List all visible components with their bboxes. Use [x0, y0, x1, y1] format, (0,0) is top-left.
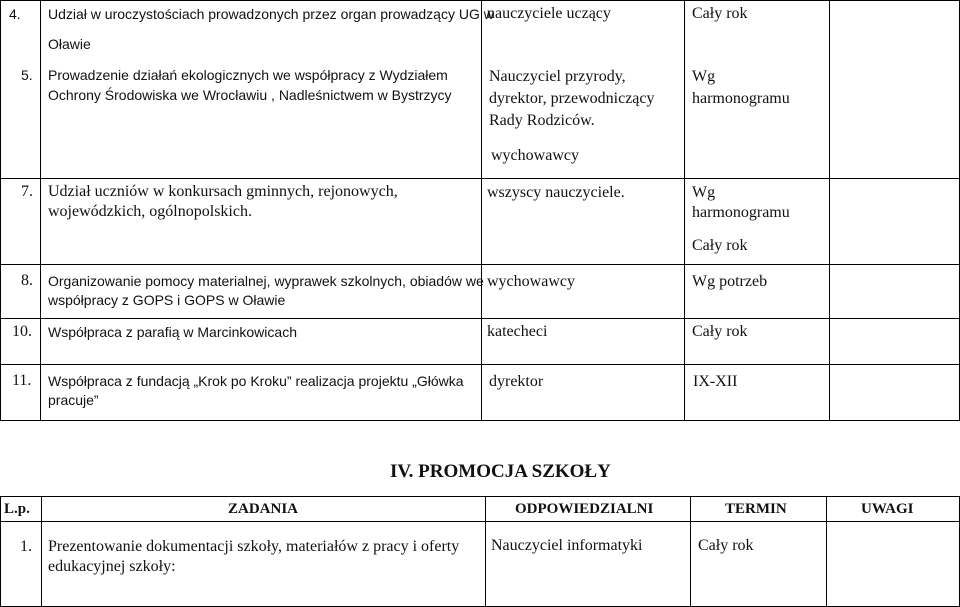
responsible-text: dyrektor [489, 373, 544, 390]
task-text: Ochrony Środowiska we Wrocławiu , Nadleśnictwem w Bystrzycy [48, 87, 452, 103]
row-number: 8. [21, 272, 33, 289]
task-text: pracuje” [48, 392, 99, 408]
column-header-lp: L.p. [4, 501, 30, 517]
column-header-term: TERMIN [725, 501, 787, 517]
task-text: Udział uczniów w konkursach gminnych, rejonowych, [48, 183, 398, 200]
section-title: IV. PROMOCJA SZKOŁY [390, 461, 611, 482]
row-number: 11. [12, 372, 32, 389]
task-text: Prowadzenie działań ekologicznych we współpracy z Wydziałem [48, 67, 448, 83]
term-text: Cały rok [692, 5, 748, 22]
table-border [0, 521, 960, 522]
column-header-tasks: ZADANIA [228, 501, 299, 517]
term-text: harmonogramu [692, 90, 790, 107]
table-border [826, 496, 827, 607]
row-number: 7. [21, 183, 33, 200]
table-border [0, 264, 960, 265]
table-border [40, 0, 41, 420]
task-text: wojewódzkich, ogólnopolskich. [48, 203, 252, 220]
term-text: Wg potrzeb [692, 273, 768, 290]
task-text: Oławie [48, 36, 91, 52]
task-text: współpracy z GOPS i GOPS w Oławie [48, 292, 286, 308]
row-number: 4. [9, 6, 21, 22]
column-header-responsible: ODPOWIEDZIALNI [515, 501, 654, 517]
row-number: 10. [12, 323, 32, 340]
term-text: Cały rok [698, 537, 754, 554]
term-text: harmonogramu [692, 204, 790, 221]
table-border [0, 496, 960, 497]
table-border [690, 496, 691, 607]
term-text: Cały rok [692, 237, 748, 254]
responsible-text: dyrektor, przewodniczący [489, 90, 655, 107]
term-text: Wg [692, 184, 716, 201]
table-border [0, 0, 1, 420]
term-text: Wg [692, 68, 716, 85]
responsible-text: wychowawcy [491, 147, 579, 164]
term-text: IX-XII [693, 373, 738, 390]
table-border [0, 496, 1, 607]
row-number: 5. [21, 67, 33, 83]
task-text: edukacyjnej szkoły: [48, 558, 176, 575]
task-text: Udział w uroczystościach prowadzonych przez organ prowadzący UG w [48, 6, 494, 22]
task-text: Prezentowanie dokumentacji szkoły, materiałów z pracy i oferty [48, 538, 460, 555]
term-text: Cały rok [692, 323, 748, 340]
responsible-text: Nauczyciel przyrody, [489, 68, 626, 85]
table-border [0, 364, 960, 365]
table-border [684, 0, 685, 420]
responsible-text: katecheci [487, 323, 548, 340]
responsible-text: wychowawcy [487, 273, 575, 290]
column-header-notes: UWAGI [861, 501, 914, 517]
task-text: Współpraca z parafią w Marcinkowicach [48, 324, 297, 340]
task-text: Współpraca z fundacją „Krok po Kroku” realizacja projektu „Główka [48, 373, 464, 389]
responsible-text: Rady Rodziców. [489, 112, 595, 129]
table-border [485, 496, 486, 607]
row-number: 1. [20, 538, 32, 555]
table-border [0, 318, 960, 319]
responsible-text: nauczyciele uczący [487, 5, 611, 22]
task-text: Organizowanie pomocy materialnej, wyprawek szkolnych, obiadów we [48, 273, 484, 289]
table-border [829, 0, 830, 420]
table-border [0, 0, 960, 1]
responsible-text: wszyscy nauczyciele. [487, 184, 625, 201]
table-border [481, 0, 482, 420]
table-border [41, 496, 42, 607]
table-border [0, 420, 960, 421]
responsible-text: Nauczyciel informatyki [491, 537, 643, 554]
table-border [0, 178, 960, 179]
